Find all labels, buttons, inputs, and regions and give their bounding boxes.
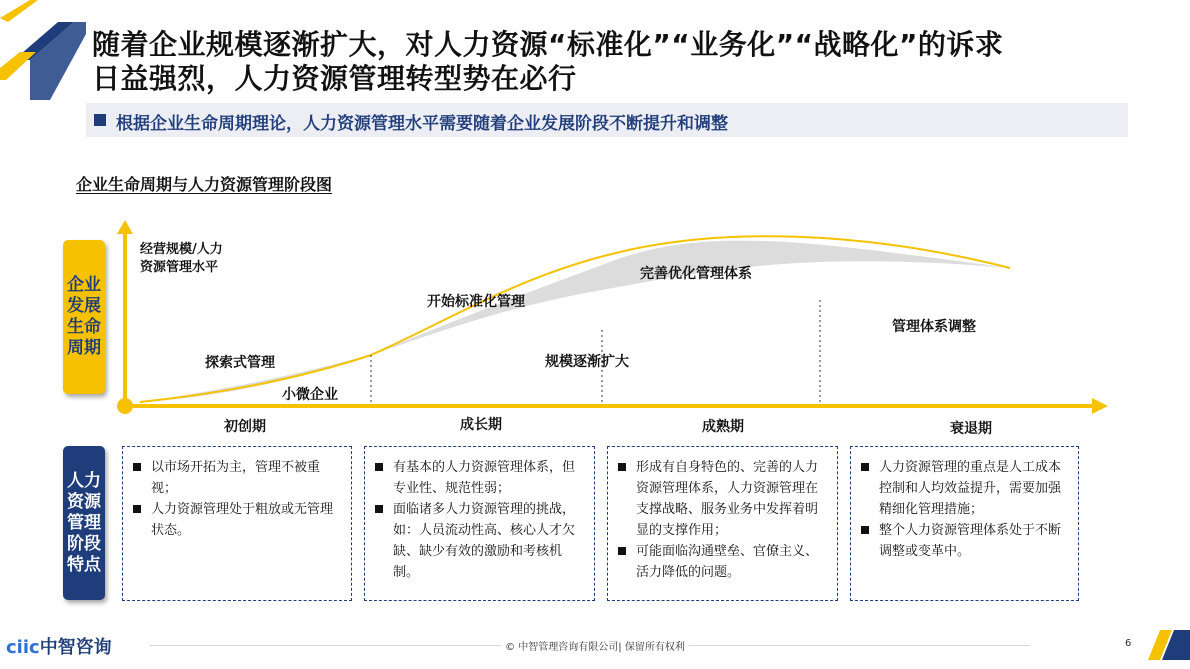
lifecycle-side-label [63, 240, 105, 394]
page-number: 6 [1125, 638, 1132, 649]
hr-stage-exploratory: 探索式管理 [205, 355, 275, 371]
list-item: 以市场开拓为主，管理不被重视； [133, 457, 343, 499]
copyright-label: © 中智管理咨询有限公司| 保留所有权利 [501, 642, 689, 653]
list-item: 人力资源管理的重点是人工成本控制和人均效益提升，需要加强精细化管理措施； [861, 457, 1070, 520]
company-stage-small: 小微企业 [282, 387, 338, 403]
hr-stage-side-label [63, 446, 105, 600]
phase-growth: 成长期 [460, 417, 502, 433]
startup-characteristics-box [122, 446, 352, 601]
axis-origin-dot [117, 398, 133, 414]
y-axis-label-line2: 资源管理水平 [140, 260, 219, 275]
phase-decline: 衰退期 [950, 421, 992, 437]
company-stage-expanding: 规模逐渐扩大 [545, 354, 629, 370]
list-item: 面临诸多人力资源管理的挑战，如：人员流动性高、核心人才欠缺、缺少有效的激励和考核机制。 [375, 499, 586, 583]
list-item: 人力资源管理处于粗放或无管理状态。 [133, 499, 343, 541]
hr-stage-optimizing: 完善优化管理体系 [640, 266, 752, 282]
phase-startup: 初创期 [224, 419, 266, 435]
logo-text: 中智咨询 [39, 637, 112, 658]
footer-corner-decoration [1138, 630, 1190, 660]
y-axis-label [140, 241, 223, 277]
phase-maturity: 成熟期 [702, 419, 744, 435]
decline-characteristics-box [850, 446, 1079, 601]
growth-characteristics-box [364, 446, 595, 601]
copyright-text [0, 638, 1190, 653]
lifecycle-side-label-text: 企业发展生命周期 [67, 275, 101, 358]
list-item: 可能面临沟通壁垒、官僚主义、活力降低的问题。 [618, 541, 829, 583]
page-title-line2: 日益强烈，人力资源管理转型势在必行 [92, 62, 577, 95]
maturity-characteristics-box [607, 446, 838, 601]
list-item: 形成有自身特色的、完善的人力资源管理体系，人力资源管理在支撑战略、服务业务中发挥着明显的支撑作用； [618, 457, 829, 541]
diagram-title: 企业生命周期与人力资源管理阶段图 [76, 175, 333, 194]
logo-prefix: ciic [6, 637, 40, 658]
y-axis-label-line1: 经营规模/人力 [140, 242, 223, 257]
page-title-line1: 随着企业规模逐渐扩大，对人力资源“标准化”“业务化”“战略化”的诉求 [92, 28, 1004, 61]
y-axis-arrow-icon [117, 220, 133, 234]
hr-stage-adjusting: 管理体系调整 [892, 319, 976, 335]
hr-stage-side-label-text: 人力资源管理阶段特点 [67, 470, 101, 575]
x-axis-arrow-icon [1092, 398, 1108, 414]
list-item: 整个人力资源管理体系处于不断调整或变革中。 [861, 520, 1070, 562]
list-item: 有基本的人力资源管理体系，但专业性、规范性弱； [375, 457, 586, 499]
subtitle-text: 根据企业生命周期理论，人力资源管理水平需要随着企业发展阶段不断提升和调整 [116, 114, 728, 134]
hr-stage-standardizing: 开始标准化管理 [427, 294, 525, 310]
